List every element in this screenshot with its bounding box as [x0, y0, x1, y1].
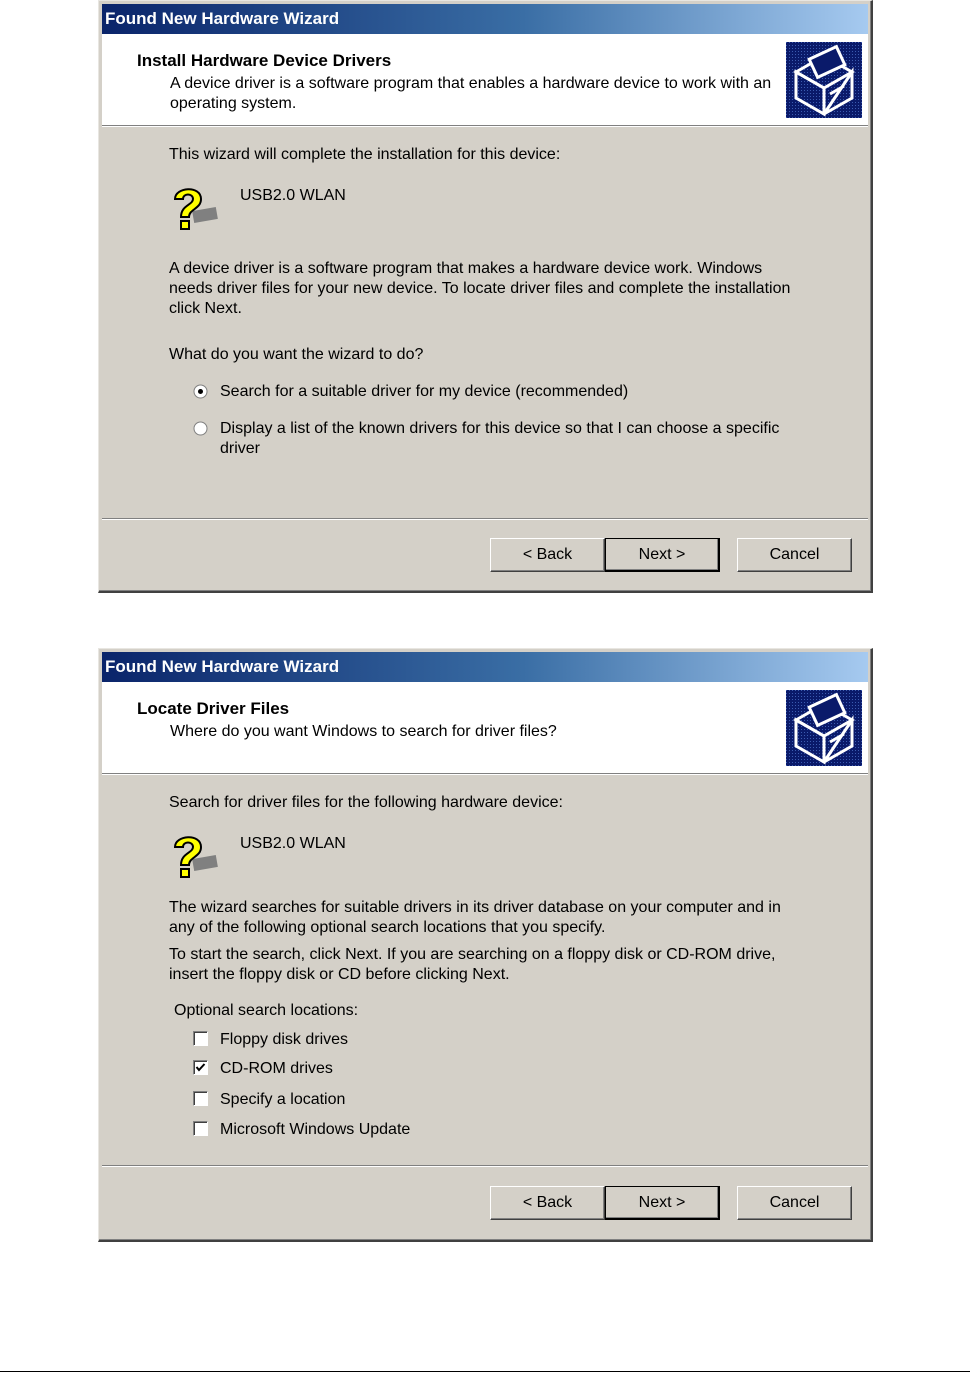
- checkbox-windows-update[interactable]: [193, 1121, 208, 1136]
- question-text: What do you want the wizard to do?: [169, 346, 424, 363]
- wizard-dialog-install-drivers: [98, 0, 873, 593]
- radio-display-list[interactable]: [193, 421, 208, 436]
- header-subtitle: Where do you want Windows to search for driver files?: [170, 723, 557, 740]
- hardware-box-icon: [786, 690, 862, 766]
- description-text: A device driver is a software program that makes a hardware device work. Windows needs driver files for your new device. To locate driver files and complete the installation click Next.: [169, 260, 791, 317]
- header-subtitle: A device driver is a software program that enables a hardware device to work with an operating system.: [170, 75, 772, 112]
- wizard-header: [102, 34, 868, 126]
- page-footer-rule: [0, 1371, 970, 1372]
- next-button[interactable]: Next >: [605, 1186, 720, 1220]
- button-separator: [102, 1165, 868, 1167]
- cancel-button[interactable]: Cancel: [737, 538, 852, 572]
- checkmark-icon: [195, 1062, 206, 1073]
- next-button[interactable]: Next >: [605, 538, 720, 572]
- description-text-2: To start the search, click Next. If you are searching on a floppy disk or CD-ROM drive, insert the floppy disk or CD before clicking Next.: [169, 946, 776, 983]
- back-button[interactable]: < Back: [490, 538, 605, 572]
- wizard-header: [102, 682, 868, 774]
- intro-text: This wizard will complete the installation for this device:: [169, 146, 561, 163]
- back-button[interactable]: < Back: [490, 1186, 605, 1220]
- button-separator: [102, 518, 868, 520]
- cancel-button[interactable]: Cancel: [737, 1186, 852, 1220]
- unknown-device-icon: [167, 183, 219, 235]
- checkbox-floppy[interactable]: [193, 1031, 208, 1046]
- checkbox-label-floppy[interactable]: Floppy disk drives: [220, 1031, 349, 1048]
- option-label-display-list[interactable]: Display a list of the known drivers for this device so that I can choose a specific driver: [220, 420, 780, 457]
- checkbox-label-cdrom[interactable]: CD-ROM drives: [220, 1060, 333, 1077]
- checkbox-label-windows-update[interactable]: Microsoft Windows Update: [220, 1121, 411, 1138]
- header-title: Install Hardware Device Drivers: [137, 51, 392, 70]
- title-bar[interactable]: Found New Hardware Wizard: [102, 4, 868, 34]
- intro-text: Search for driver files for the following hardware device:: [169, 794, 563, 811]
- radio-search-driver[interactable]: [193, 384, 208, 399]
- description-text-1: The wizard searches for suitable drivers in its driver database on your computer and in any of the following optional search locations that you specify.: [169, 899, 781, 936]
- wizard-dialog-locate-files: [98, 648, 873, 1242]
- checkbox-label-specify-location[interactable]: Specify a location: [220, 1091, 346, 1108]
- hardware-box-icon: [786, 42, 862, 118]
- checkbox-cdrom[interactable]: [193, 1060, 208, 1075]
- unknown-device-icon: [167, 831, 219, 883]
- locations-label: Optional search locations:: [174, 1002, 359, 1019]
- title-bar[interactable]: Found New Hardware Wizard: [102, 652, 868, 682]
- device-name: USB2.0 WLAN: [240, 187, 346, 204]
- option-label-search[interactable]: Search for a suitable driver for my device (recommended): [220, 383, 629, 400]
- checkbox-specify-location[interactable]: [193, 1091, 208, 1106]
- device-name: USB2.0 WLAN: [240, 835, 346, 852]
- header-title: Locate Driver Files: [137, 699, 290, 718]
